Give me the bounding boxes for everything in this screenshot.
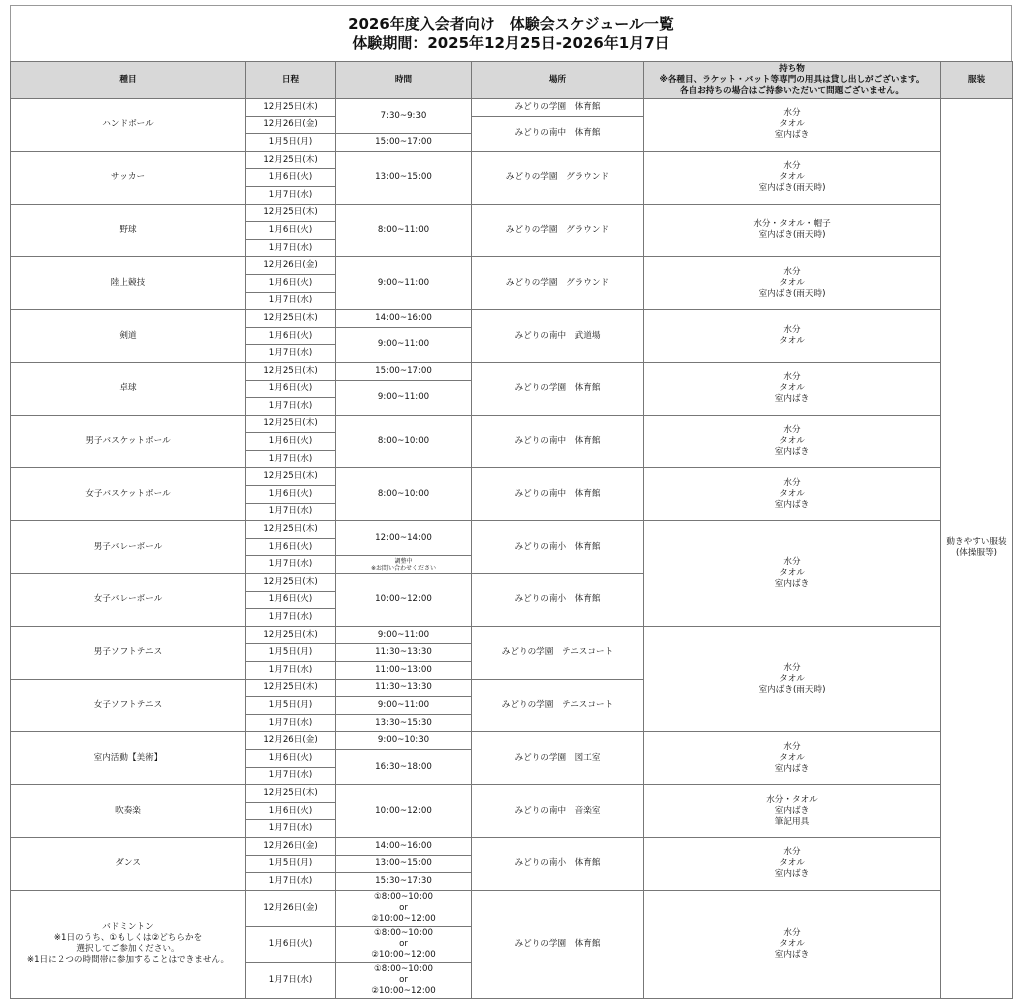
item-text: 室内ばき(雨天時)	[758, 684, 826, 695]
date-cell: 1月6日(火)	[246, 538, 336, 556]
time-text: 15:00~17:00	[375, 136, 432, 147]
time-text: 調整中	[394, 557, 413, 565]
event-name-cell	[11, 204, 246, 257]
event-name-cell	[11, 890, 246, 998]
item-text: 水分	[783, 325, 801, 336]
date-cell: 1月5日(月)	[246, 644, 336, 662]
date-cell: 1月7日(水)	[246, 292, 336, 310]
time-cell	[336, 151, 472, 204]
items-cell	[644, 204, 941, 257]
time-cell	[336, 926, 472, 962]
time-text: ②10:00~12:00	[371, 949, 436, 960]
time-text: 9:00~11:00	[377, 699, 430, 710]
header-date: 日程	[246, 62, 336, 99]
date-cell: 1月6日(火)	[246, 802, 336, 820]
date-cell: 1月6日(火)	[246, 486, 336, 504]
event-name: サッカー	[110, 172, 146, 183]
item-text: 室内ばき(雨天時)	[758, 183, 826, 194]
date-cell: 1月7日(水)	[246, 239, 336, 257]
time-text: 7:30~9:30	[380, 110, 427, 121]
time-text: 8:00~11:00	[377, 224, 430, 235]
date-cell: 1月6日(火)	[246, 327, 336, 345]
item-text: 水分	[783, 161, 801, 172]
time-text: 10:00~12:00	[375, 594, 432, 605]
event-name-cell	[11, 99, 246, 152]
item-text: 水分	[783, 741, 801, 752]
title-box	[10, 5, 1012, 61]
date-cell: 1月6日(火)	[246, 222, 336, 240]
item-text: 室内ばき	[774, 130, 810, 141]
time-cell	[336, 962, 472, 998]
time-cell	[336, 310, 472, 328]
time-cell	[336, 644, 472, 662]
date-cell: 12月26日(金)	[246, 890, 336, 926]
items-cell	[644, 468, 941, 521]
date-cell: 12月25日(木)	[246, 626, 336, 644]
item-text: 水分	[783, 425, 801, 436]
event-name-cell	[11, 732, 246, 785]
item-text: 水分	[783, 108, 801, 119]
time-text: 9:00~11:00	[377, 277, 430, 288]
date-cell: 1月7日(水)	[246, 714, 336, 732]
event-name: 野球	[119, 224, 137, 235]
date-cell: 12月25日(木)	[246, 362, 336, 380]
time-text: 11:00~13:00	[375, 664, 432, 675]
date-cell: 1月7日(水)	[246, 503, 336, 521]
item-text: 室内ばき	[774, 869, 810, 880]
date-cell: 1月6日(火)	[246, 169, 336, 187]
date-cell: 1月6日(火)	[246, 433, 336, 451]
date-cell: 1月7日(水)	[246, 662, 336, 680]
table-row	[11, 890, 1013, 926]
date-cell: 1月7日(水)	[246, 345, 336, 363]
time-cell	[336, 468, 472, 521]
table-row	[11, 310, 1013, 328]
place-cell: みどりの南中 体育館	[472, 116, 644, 151]
date-cell: 1月7日(水)	[246, 186, 336, 204]
event-name: 女子ソフトテニス	[93, 699, 163, 710]
time-cell	[336, 521, 472, 556]
event-name-cell	[11, 310, 246, 363]
event-name: 剣道	[119, 330, 137, 341]
place-cell: みどりの学園 グラウンド	[472, 257, 644, 310]
event-name-cell	[11, 626, 246, 679]
page-title: 2026年度入会者向け 体験会スケジュール一覧	[348, 15, 674, 33]
time-cell	[336, 415, 472, 468]
time-cell	[336, 662, 472, 680]
header-items-note2: 各自お持ちの場合はご持参いただいて問題ございません。	[680, 85, 904, 96]
table-row	[11, 521, 1013, 539]
schedule-body	[11, 99, 1013, 999]
header-place: 場所	[472, 62, 644, 99]
time-text: 11:30~13:30	[375, 682, 432, 693]
item-text: 室内ばき	[774, 949, 810, 960]
table-row	[11, 468, 1013, 486]
event-name-cell	[11, 468, 246, 521]
item-text: タオル	[779, 119, 805, 130]
table-row	[11, 626, 1013, 644]
date-cell: 12月26日(金)	[246, 116, 336, 134]
item-text: タオル	[779, 673, 805, 684]
date-cell: 12月25日(木)	[246, 204, 336, 222]
table-row	[11, 151, 1013, 169]
time-cell	[336, 855, 472, 873]
event-name: 吹奏楽	[115, 805, 141, 816]
item-text: 水分	[783, 847, 801, 858]
item-text: 水分・タオル	[766, 794, 818, 805]
time-text: 14:00~16:00	[375, 312, 432, 323]
event-name-cell	[11, 257, 246, 310]
time-cell	[336, 714, 472, 732]
header-items	[644, 62, 941, 99]
date-cell: 12月25日(木)	[246, 785, 336, 803]
time-text: 9:00~11:00	[377, 392, 430, 403]
place-cell: みどりの南中 体育館	[472, 468, 644, 521]
place-cell: みどりの学園 グラウンド	[472, 151, 644, 204]
event-name: ハンドボール	[102, 119, 154, 130]
event-name-cell	[11, 151, 246, 204]
time-text: 13:00~15:00	[375, 172, 432, 183]
item-text: 水分	[783, 927, 801, 938]
time-text: or	[399, 902, 408, 913]
clothing-text: (体操服等)	[955, 548, 998, 559]
date-cell: 12月25日(木)	[246, 521, 336, 539]
time-cell	[336, 134, 472, 152]
event-name: 選択してご参加ください。	[76, 944, 180, 955]
time-cell	[336, 890, 472, 926]
place-cell: みどりの学園 グラウンド	[472, 204, 644, 257]
table-row	[11, 362, 1013, 380]
date-cell: 1月6日(火)	[246, 926, 336, 962]
item-text: タオル	[779, 752, 805, 763]
time-text: ①8:00~10:00	[374, 927, 433, 938]
items-cell	[644, 151, 941, 204]
time-cell	[336, 257, 472, 310]
clothing-text: 動きやすい服装	[946, 537, 1007, 548]
time-text: 15:30~17:30	[375, 875, 432, 886]
place-cell: みどりの学園 テニスコート	[472, 679, 644, 732]
event-name: ※1日のうち、①もしくは②どちらかを	[53, 933, 203, 944]
date-cell: 1月7日(水)	[246, 962, 336, 998]
header-items-title: 持ち物	[779, 63, 805, 74]
event-name: 男子バスケットボール	[85, 436, 171, 447]
header-event: 種目	[11, 62, 246, 99]
event-name-cell	[11, 521, 246, 574]
items-cell	[644, 732, 941, 785]
item-text: タオル	[779, 938, 805, 949]
place-cell: みどりの学園 体育館	[472, 99, 644, 117]
time-cell	[336, 697, 472, 715]
date-cell: 12月26日(金)	[246, 732, 336, 750]
event-name: 男子バレーボール	[93, 541, 163, 552]
date-cell: 12月25日(木)	[246, 99, 336, 117]
time-text: 8:00~10:00	[377, 436, 430, 447]
item-text: 水分・タオル・帽子	[753, 219, 831, 230]
event-name: ダンス	[115, 858, 141, 869]
time-cell	[336, 749, 472, 784]
place-cell: みどりの学園 図工室	[472, 732, 644, 785]
event-name-cell	[11, 679, 246, 732]
event-name: 室内活動【美術】	[93, 752, 163, 763]
time-text: ②10:00~12:00	[371, 913, 436, 924]
time-text: 10:00~12:00	[375, 805, 432, 816]
event-name-cell	[11, 574, 246, 627]
time-text: 14:00~16:00	[375, 840, 432, 851]
clothing-cell	[941, 99, 1013, 999]
date-cell: 1月5日(月)	[246, 697, 336, 715]
date-cell: 1月5日(月)	[246, 855, 336, 873]
table-row	[11, 732, 1013, 750]
table-row	[11, 415, 1013, 433]
time-cell	[336, 380, 472, 415]
item-text: 室内ばき	[774, 394, 810, 405]
item-text: 室内ばき	[774, 579, 810, 590]
event-name: 男子ソフトテニス	[93, 647, 163, 658]
time-text: 9:00~11:00	[377, 629, 430, 640]
item-text: タオル	[779, 383, 805, 394]
table-row	[11, 257, 1013, 275]
date-cell: 1月7日(水)	[246, 873, 336, 891]
time-text: 9:00~10:30	[377, 735, 430, 746]
time-text: 13:00~15:00	[375, 858, 432, 869]
date-cell: 12月26日(金)	[246, 837, 336, 855]
header-clothing: 服装	[941, 62, 1013, 99]
item-text: タオル	[779, 568, 805, 579]
time-text: 15:00~17:00	[375, 365, 432, 376]
event-name: 陸上競技	[110, 277, 146, 288]
header-items-note1: ※各種目、ラケット・バット等専門の用具は貸し出しがございます。	[659, 74, 925, 85]
item-text: 筆記用具	[774, 816, 810, 827]
date-cell: 1月7日(水)	[246, 450, 336, 468]
table-row	[11, 204, 1013, 222]
event-name-cell	[11, 415, 246, 468]
time-cell	[336, 626, 472, 644]
item-text: 水分	[783, 477, 801, 488]
time-cell	[336, 732, 472, 750]
items-cell	[644, 785, 941, 838]
time-cell	[336, 556, 472, 574]
item-text: 水分	[783, 266, 801, 277]
place-cell: みどりの南中 体育館	[472, 415, 644, 468]
table-row	[11, 99, 1013, 117]
event-name-cell	[11, 362, 246, 415]
place-cell: みどりの学園 体育館	[472, 362, 644, 415]
place-cell: みどりの南中 音楽室	[472, 785, 644, 838]
date-cell: 1月6日(火)	[246, 380, 336, 398]
event-name-cell	[11, 837, 246, 890]
place-cell: みどりの南小 体育館	[472, 837, 644, 890]
items-cell	[644, 99, 941, 152]
time-cell	[336, 99, 472, 134]
item-text: 室内ばき	[774, 499, 810, 510]
event-name: 女子バレーボール	[93, 594, 163, 605]
time-text: 13:30~15:30	[375, 717, 432, 728]
date-cell: 12月25日(木)	[246, 679, 336, 697]
date-cell: 12月25日(木)	[246, 468, 336, 486]
items-cell	[644, 310, 941, 363]
items-cell	[644, 521, 941, 627]
date-cell: 1月7日(水)	[246, 556, 336, 574]
event-name: バドミントン	[102, 922, 154, 933]
time-cell	[336, 679, 472, 697]
date-cell: 1月7日(水)	[246, 820, 336, 838]
time-text: ②10:00~12:00	[371, 985, 436, 996]
event-name: 女子バスケットボール	[85, 488, 171, 499]
items-cell	[644, 626, 941, 732]
place-cell: みどりの南中 武道場	[472, 310, 644, 363]
time-text: or	[399, 938, 408, 949]
event-name: ※1日に２つの時間帯に参加することはできません。	[26, 955, 230, 966]
time-cell	[336, 362, 472, 380]
date-cell: 12月25日(木)	[246, 151, 336, 169]
item-text: タオル	[779, 858, 805, 869]
time-text: 11:30~13:30	[375, 647, 432, 658]
date-cell: 1月6日(火)	[246, 274, 336, 292]
time-text: 8:00~10:00	[377, 488, 430, 499]
time-cell	[336, 837, 472, 855]
date-cell: 1月7日(水)	[246, 767, 336, 785]
time-text: or	[399, 974, 408, 985]
date-cell: 1月6日(火)	[246, 591, 336, 609]
schedule-sheet	[10, 5, 1012, 999]
time-cell	[336, 574, 472, 627]
date-cell: 12月26日(金)	[246, 257, 336, 275]
time-cell	[336, 785, 472, 838]
event-name: 卓球	[119, 383, 137, 394]
header-row	[11, 62, 1013, 99]
item-text: 室内ばき(雨天時)	[758, 288, 826, 299]
date-cell: 1月6日(火)	[246, 749, 336, 767]
time-cell	[336, 204, 472, 257]
item-text: タオル	[779, 172, 805, 183]
item-text: 室内ばき	[774, 805, 810, 816]
item-text: 室内ばき	[774, 447, 810, 458]
place-cell: みどりの学園 体育館	[472, 890, 644, 998]
item-text: タオル	[779, 488, 805, 499]
time-text: ①8:00~10:00	[374, 963, 433, 974]
item-text: 水分	[783, 372, 801, 383]
date-cell: 12月25日(木)	[246, 310, 336, 328]
event-name-cell	[11, 785, 246, 838]
date-cell: 1月5日(月)	[246, 134, 336, 152]
item-text: タオル	[779, 336, 805, 347]
item-text: タオル	[779, 436, 805, 447]
items-cell	[644, 890, 941, 998]
time-text: ①8:00~10:00	[374, 891, 433, 902]
period-subtitle: 体験期間：2025年12月25日-2026年1月7日	[352, 34, 670, 52]
date-cell: 1月7日(水)	[246, 398, 336, 416]
item-text: 室内ばき	[774, 763, 810, 774]
header-time: 時間	[336, 62, 472, 99]
items-cell	[644, 415, 941, 468]
time-text: 16:30~18:00	[375, 761, 432, 772]
table-row	[11, 785, 1013, 803]
place-cell: みどりの南小 体育館	[472, 521, 644, 574]
items-cell	[644, 257, 941, 310]
time-text: 12:00~14:00	[375, 532, 432, 543]
items-cell	[644, 362, 941, 415]
date-cell: 12月25日(木)	[246, 574, 336, 592]
place-cell: みどりの学園 テニスコート	[472, 626, 644, 679]
time-cell	[336, 873, 472, 891]
item-text: 室内ばき(雨天時)	[758, 230, 826, 241]
time-cell	[336, 327, 472, 362]
place-cell: みどりの南小 体育館	[472, 574, 644, 627]
date-cell: 1月7日(水)	[246, 609, 336, 627]
table-row	[11, 837, 1013, 855]
schedule-table	[10, 61, 1013, 999]
time-text: ※お問い合わせください	[370, 564, 437, 572]
item-text: タオル	[779, 277, 805, 288]
items-cell	[644, 837, 941, 890]
item-text: 水分	[783, 662, 801, 673]
time-text: 9:00~11:00	[377, 339, 430, 350]
date-cell: 12月25日(木)	[246, 415, 336, 433]
item-text: 水分	[783, 557, 801, 568]
